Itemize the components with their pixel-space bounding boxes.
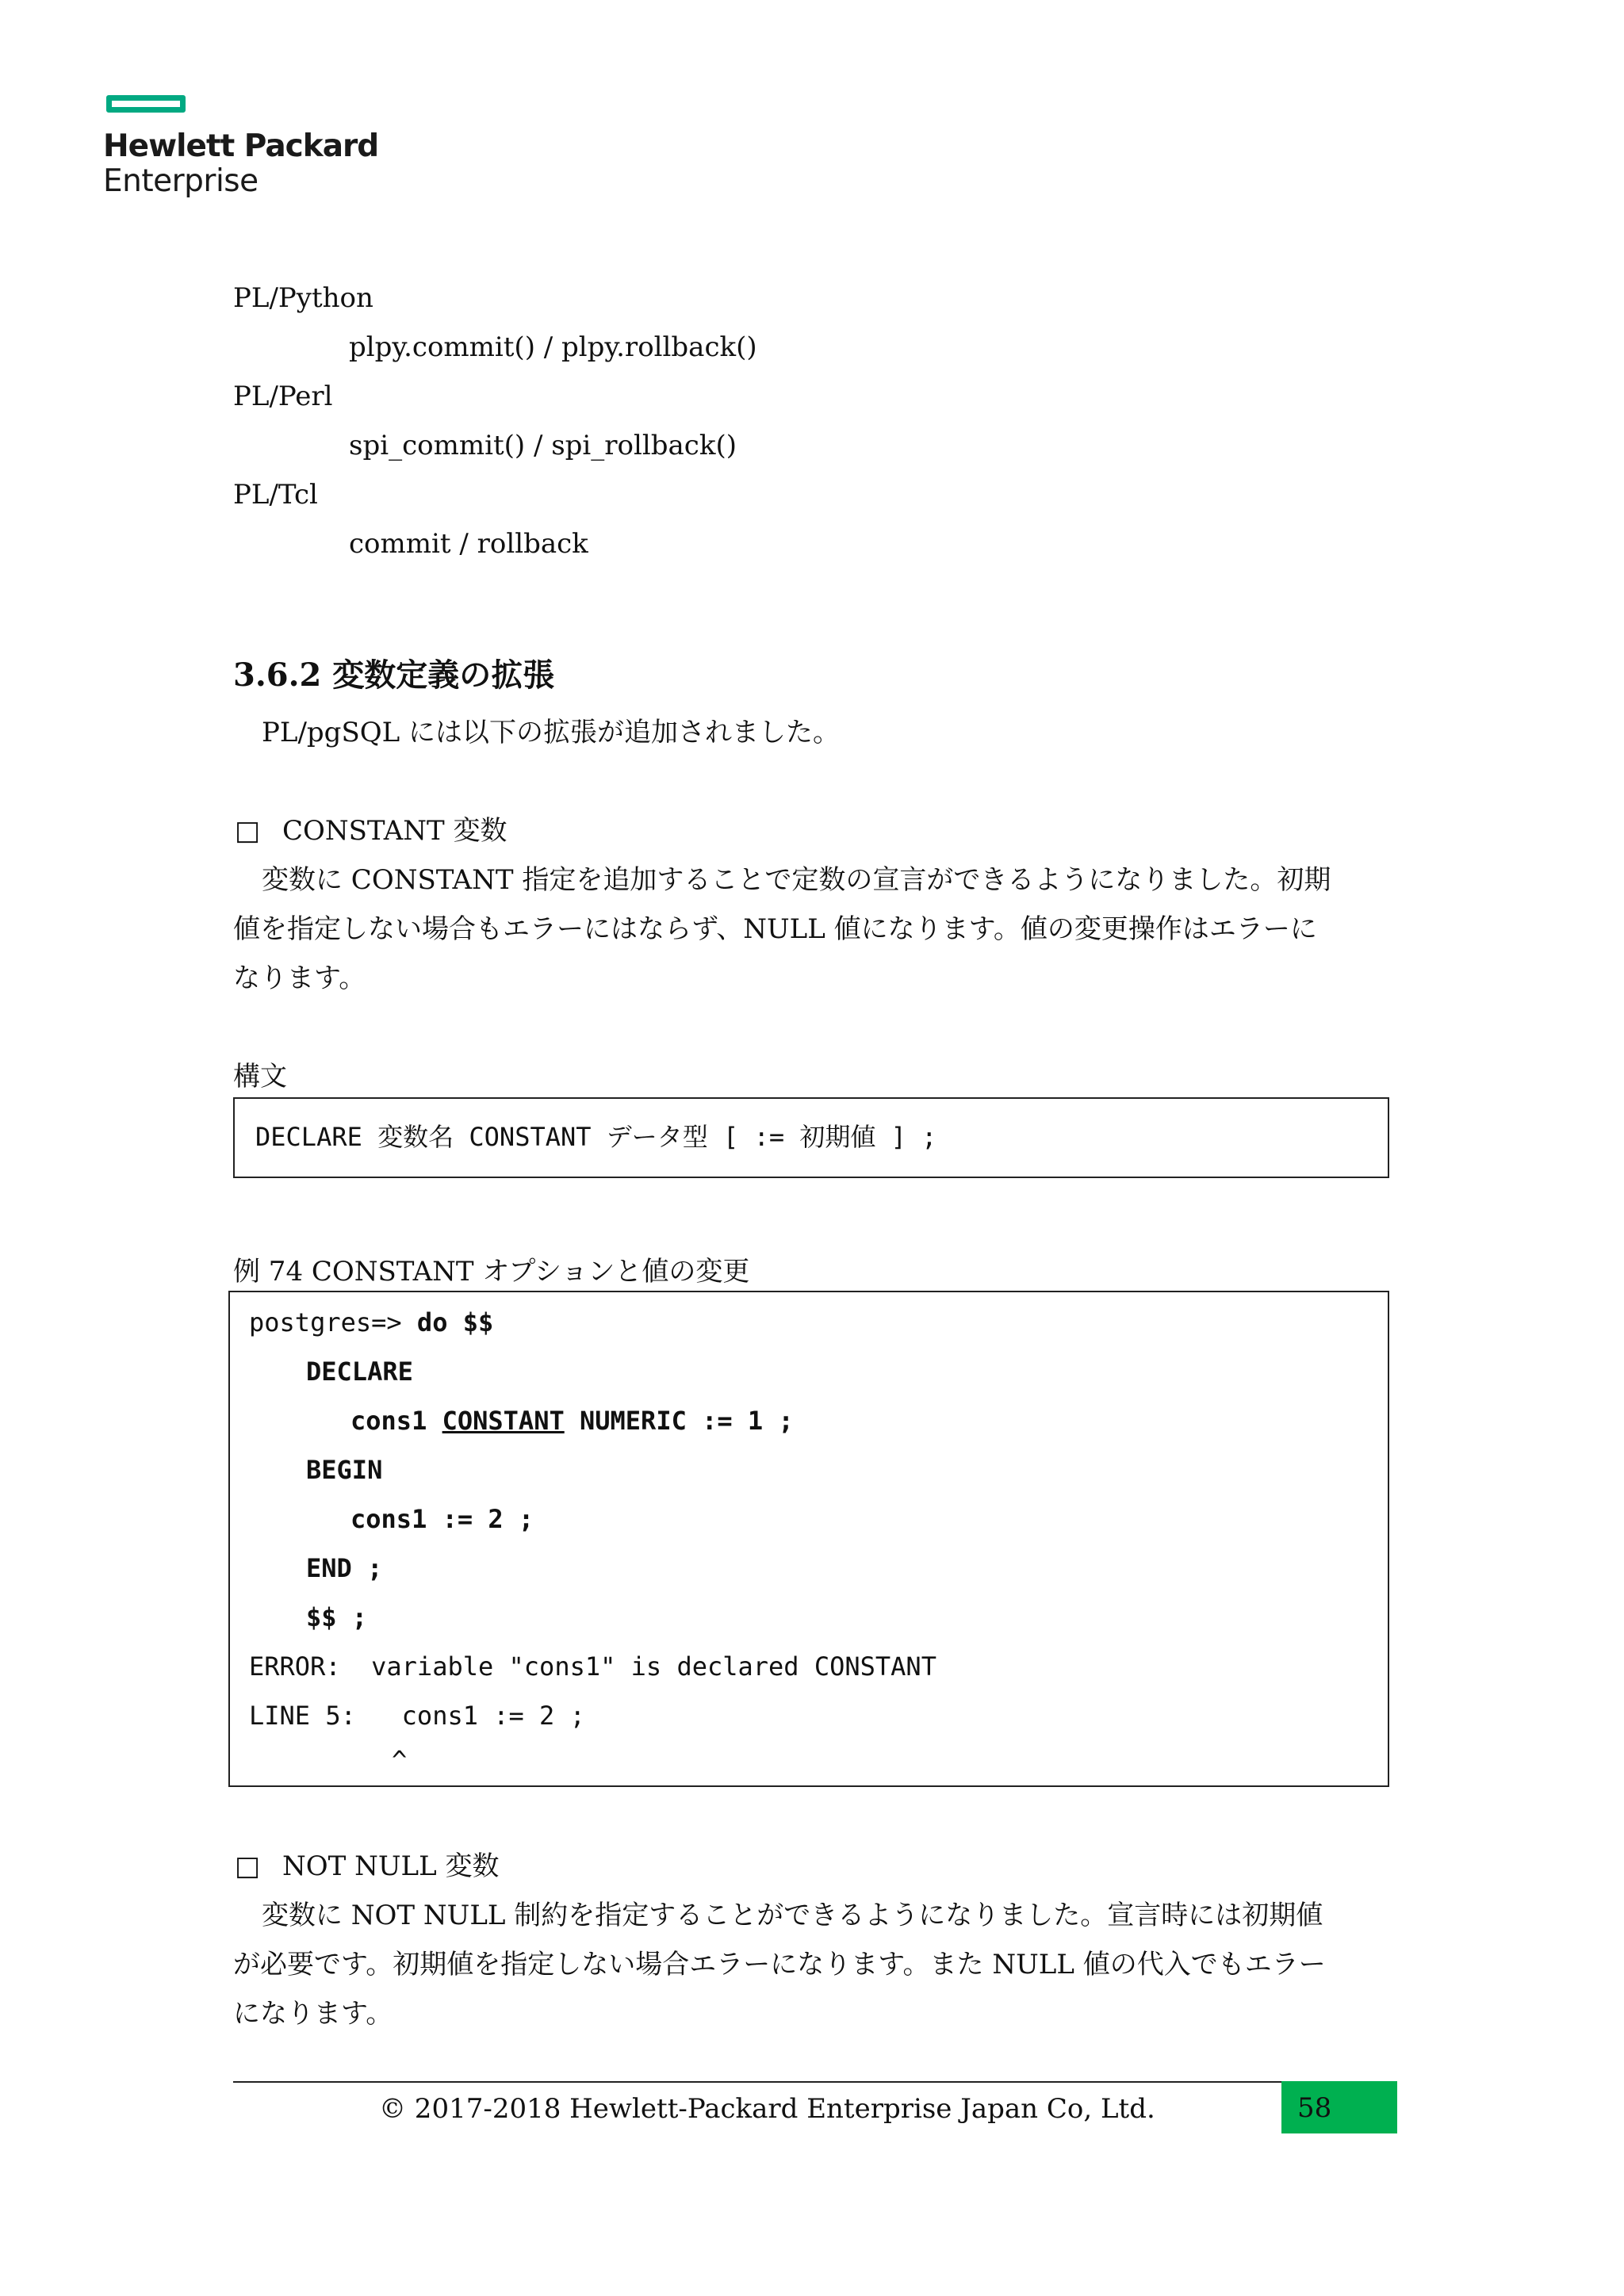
bullet-constant-icon: □ (235, 815, 261, 847)
not-null-para-line3: になります。 (233, 1998, 393, 2030)
calls-pl-perl: spi_commit() / spi_rollback() (349, 430, 737, 461)
lang-pl-perl: PL/Perl (233, 381, 333, 412)
bullet-not-null-icon: □ (235, 1850, 261, 1882)
hpe-logo-bar-icon (106, 95, 186, 113)
constant-para-line2: 値を指定しない場合もエラーにはならず、NULL 値になります。値の変更操作はエラーに (233, 913, 1317, 945)
logo-line1: Hewlett Packard (103, 128, 379, 164)
constant-para-line1: 変数に CONSTANT 指定を追加することで定数の宣言ができるようになりました。初期 (262, 864, 1331, 896)
lang-pl-python: PL/Python (233, 282, 373, 314)
constant-para-line3: なります。 (233, 962, 366, 994)
code-decl-post: NUMERIC := 1 ; (564, 1406, 794, 1436)
code-line-number: LINE 5: cons1 := 2 ; (249, 1701, 585, 1731)
syntax-label: 構文 (233, 1061, 287, 1093)
section-heading: 3.6.2 変数定義の拡張 (233, 656, 555, 694)
code-decl-kw: CONSTANT (442, 1406, 565, 1436)
syntax-box (233, 1097, 1389, 1178)
code-decl-pre: cons1 (350, 1406, 442, 1436)
code-line-prompt (249, 1307, 493, 1338)
syntax-text: DECLARE 変数名 CONSTANT データ型 [ := 初期値 ] ; (255, 1122, 937, 1152)
code-end: END ; (306, 1553, 383, 1583)
page-number-box (1281, 2081, 1397, 2133)
footer-rule (233, 2081, 1397, 2083)
not-null-para-line2: が必要です。初期値を指定しない場合エラーになります。また NULL 値の代入でもエラー (233, 1949, 1326, 1980)
code-prompt: postgres=> (249, 1307, 417, 1337)
code-assign: cons1 := 2 ; (350, 1504, 534, 1534)
code-line-decl (350, 1405, 794, 1437)
constant-title: CONSTANT 変数 (282, 815, 508, 847)
code-caret: ^ (392, 1745, 408, 1775)
not-null-title: NOT NULL 変数 (282, 1850, 500, 1882)
code-do-start: do $$ (416, 1307, 494, 1337)
example-caption: 例 74 CONSTANT オプションと値の変更 (233, 1256, 750, 1288)
calls-pl-tcl: commit / rollback (349, 528, 588, 560)
code-declare: DECLARE (306, 1357, 413, 1387)
logo-line2: Enterprise (103, 163, 259, 199)
not-null-para-line1: 変数に NOT NULL 制約を指定することができるようになりました。宣言時には初期値 (262, 1900, 1323, 1931)
code-do-end: $$ ; (306, 1602, 368, 1632)
section-intro: PL/pgSQL には以下の拡張が追加されました。 (262, 717, 840, 748)
page-number: 58 (1297, 2092, 1332, 2124)
code-begin: BEGIN (306, 1455, 383, 1485)
footer-copyright: © 2017-2018 Hewlett-Packard Enterprise Japan Co, Ltd. (379, 2093, 1155, 2125)
code-error: ERROR: variable "cons1" is declared CONSTANT (249, 1651, 936, 1682)
example-code-box (228, 1291, 1389, 1787)
lang-pl-tcl: PL/Tcl (233, 479, 318, 511)
calls-pl-python: plpy.commit() / plpy.rollback() (349, 331, 757, 363)
